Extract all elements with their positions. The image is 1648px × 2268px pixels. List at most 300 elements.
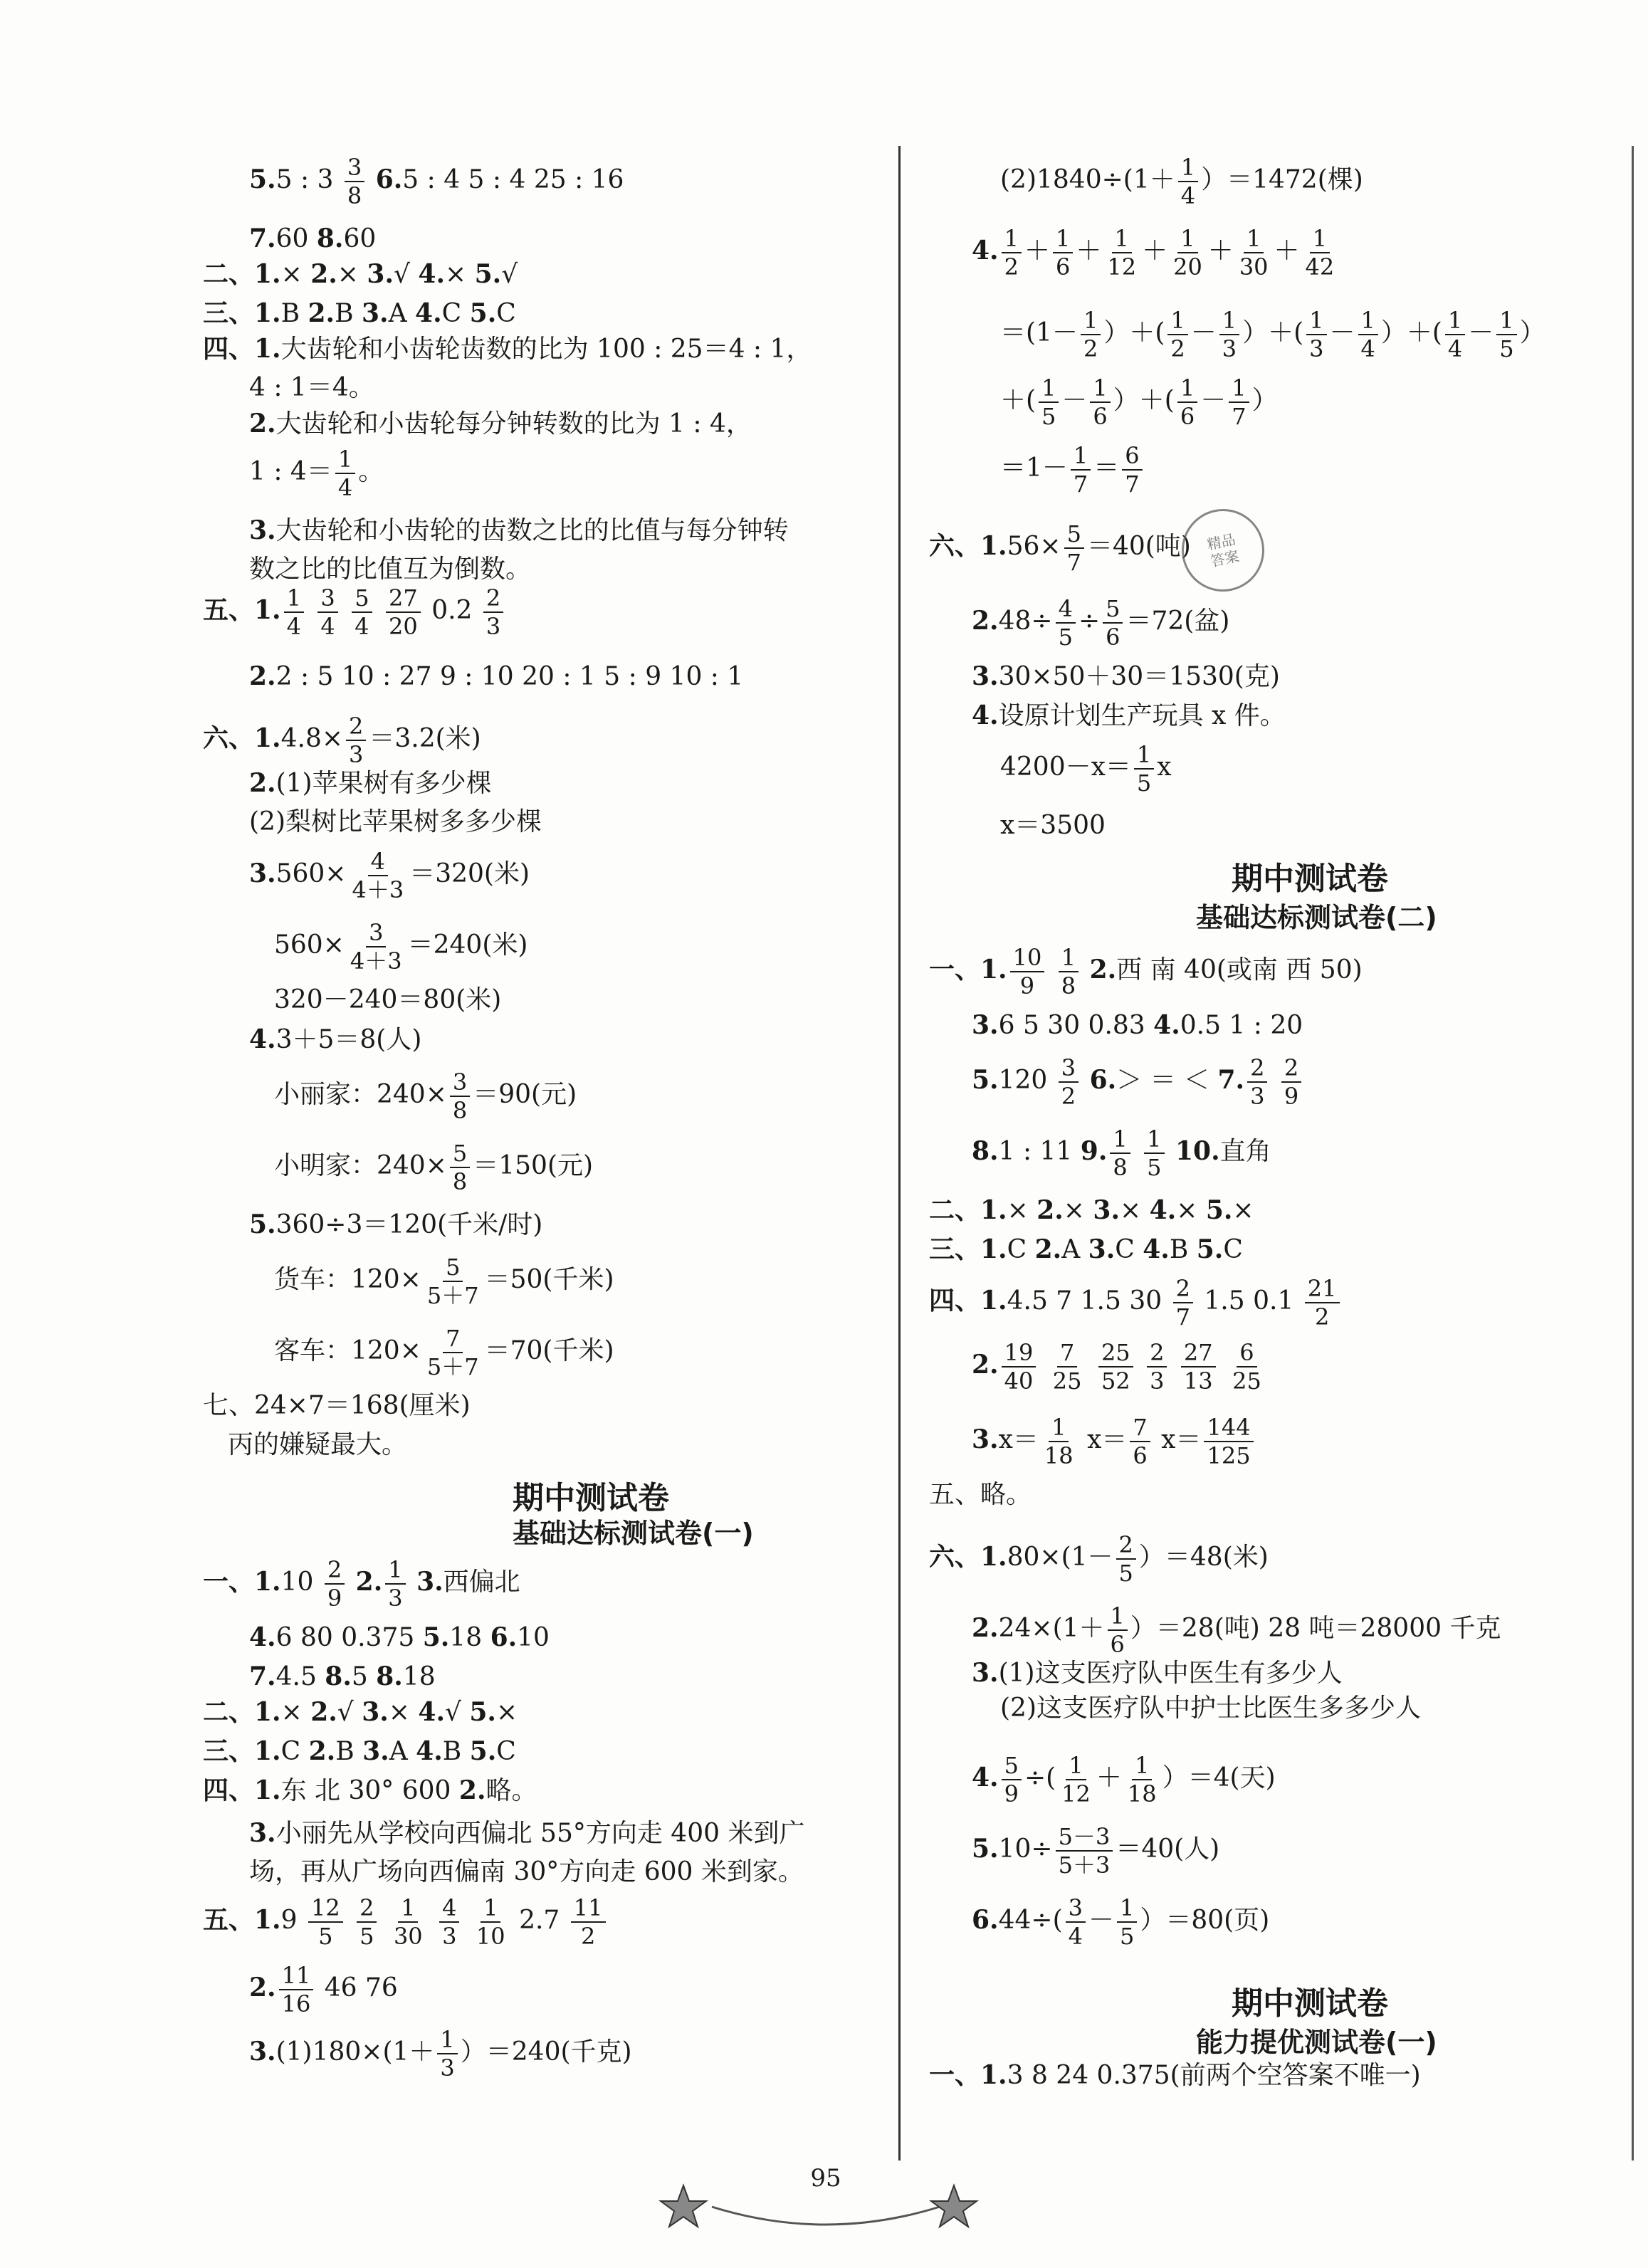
fraction-denominator: 8 <box>1061 972 1076 999</box>
fraction-numerator: 12 <box>308 1896 343 1923</box>
item-number: 5. <box>474 258 502 289</box>
item-number: 4. <box>249 1622 276 1652</box>
item-number: 4. <box>972 1763 999 1792</box>
item-number: 5. <box>469 1736 497 1766</box>
fraction-denominator: 2 <box>1061 1083 1076 1110</box>
item-number: 一、1. <box>929 2059 1007 2090</box>
answer-line <box>972 1339 1267 1395</box>
item-number: 6. <box>1089 1065 1117 1095</box>
answer-text: 560× <box>274 930 345 960</box>
item-number: 8. <box>376 1661 403 1691</box>
item-number: 三、1. <box>203 298 281 328</box>
item-number: 10. <box>1175 1136 1220 1166</box>
answer-line <box>929 1482 1032 1508</box>
fraction <box>1104 227 1139 278</box>
answer-text: 丙的嫌疑最大。 <box>228 1430 408 1459</box>
fraction-denominator: 3 <box>1222 335 1237 362</box>
answer-text: A <box>389 1736 416 1766</box>
answer-line <box>929 1277 1343 1328</box>
answer-text: 60 <box>275 224 317 253</box>
answer-text: 0.2 <box>423 596 481 625</box>
answer-text: ＝(1－ <box>1000 318 1078 347</box>
fraction <box>1059 1056 1078 1108</box>
answer-text: 18 <box>402 1661 436 1691</box>
item-number: 2. <box>972 1350 999 1380</box>
item-number: 4. <box>418 258 445 289</box>
answer-text: 七、24×7＝168(厘米) <box>203 1391 471 1420</box>
item-number: 2. <box>249 661 276 691</box>
answer-line <box>972 1009 1303 1040</box>
answer-text: ）＝80(页) <box>1140 1906 1270 1935</box>
answer-text: ＝40(吨) <box>1086 532 1191 561</box>
item-number: 2. <box>310 1696 337 1727</box>
fraction-denominator: 9 <box>1284 1083 1299 1110</box>
fraction-denominator: 2 <box>1004 253 1019 280</box>
fraction-denominator: 25 <box>1232 1367 1261 1395</box>
item-number: 3. <box>249 515 276 545</box>
item-number: 3. <box>972 661 999 691</box>
answer-text: 东 北 30° 600 <box>280 1775 459 1805</box>
item-number: 9. <box>1080 1136 1108 1166</box>
answer-text: 0.5 1 : 20 <box>1180 1010 1303 1040</box>
fraction-numerator: 5 <box>1002 1754 1022 1780</box>
answer-text: 略。 <box>486 1775 537 1805</box>
answer-text: × <box>495 1697 518 1727</box>
item-number: 3. <box>362 1736 389 1766</box>
item-number: 五、1. <box>203 595 281 625</box>
fraction-denominator: 4 <box>286 613 301 640</box>
answer-line <box>929 520 1191 576</box>
fraction-numerator: 2 <box>1173 1277 1193 1303</box>
item-number: 3. <box>1093 1195 1120 1225</box>
fraction <box>1229 1339 1264 1395</box>
answer-text: 9 <box>280 1906 305 1935</box>
fraction-numerator: 4 <box>1056 597 1076 624</box>
fraction-denominator: 40 <box>1004 1367 1034 1395</box>
answer-text: 60 <box>343 224 377 253</box>
answer-text: × <box>388 1697 419 1727</box>
seal-stamp: 精品 答案 <box>1174 501 1272 599</box>
fraction-denominator: 42 <box>1305 253 1335 280</box>
fraction-numerator: 7 <box>1130 1416 1150 1442</box>
answer-line <box>929 1533 1269 1585</box>
fraction-denominator: 7 <box>1073 471 1088 498</box>
fraction-numerator: 1 <box>1002 227 1022 253</box>
item-number: 2. <box>249 1973 276 2002</box>
answer-text: － <box>1329 318 1355 347</box>
answer-text: (2)梨树比苹果树多多少棵 <box>249 807 542 836</box>
item-number: 3. <box>362 298 389 328</box>
answer-text: 客车：120× <box>274 1336 421 1365</box>
answer-text: √ <box>444 1697 470 1727</box>
fraction-denominator: 3 <box>1250 1083 1265 1110</box>
item-number: 2. <box>1034 1234 1062 1264</box>
answer-text: B <box>280 298 308 328</box>
fraction-denominator: 4 <box>1180 182 1196 209</box>
answer-text: B <box>1169 1234 1197 1264</box>
item-number: 3. <box>1088 1234 1116 1264</box>
fraction <box>1303 227 1338 278</box>
answer-text: 120 <box>998 1066 1056 1095</box>
answer-line <box>972 1657 1343 1688</box>
answer-text: x＝ <box>1153 1425 1202 1454</box>
answer-text: 1 : 4＝ <box>249 457 332 486</box>
answer-text <box>1136 1350 1144 1380</box>
fraction <box>1056 1823 1113 1879</box>
item-number: 2. <box>249 767 276 798</box>
fraction <box>1445 309 1465 360</box>
fraction-denominator: 7 <box>1232 403 1247 430</box>
answer-text: ＋ <box>1142 236 1168 266</box>
fraction <box>1144 1125 1164 1181</box>
fraction-numerator: 7 <box>443 1327 463 1353</box>
star-icon <box>661 2185 706 2227</box>
answer-text: A <box>388 298 416 328</box>
answer-line <box>972 1896 1269 1948</box>
fraction-numerator: 25 <box>1098 1341 1133 1367</box>
answer-text: ＋ <box>1096 1763 1122 1792</box>
item-number: 6. <box>375 164 403 194</box>
fraction-numerator: 1 <box>437 2028 457 2054</box>
fraction <box>1306 309 1326 360</box>
answer-text: 560× <box>275 859 347 888</box>
fraction-numerator: 2 <box>1281 1056 1301 1083</box>
answer-text: － <box>1200 386 1227 415</box>
fraction-denominator: 12 <box>1061 1780 1091 1807</box>
answer-text: × <box>1007 1195 1037 1225</box>
fraction-denominator: 6 <box>1055 253 1071 280</box>
fraction-denominator: 5 <box>1118 1560 1133 1587</box>
answer-text: 5 : 4 5 : 4 25 : 16 <box>402 165 624 194</box>
fraction <box>1098 1339 1133 1395</box>
answer-text: ＞ ＝ ＜ <box>1116 1066 1218 1095</box>
fraction-numerator: 27 <box>386 587 421 613</box>
fraction-denominator: 8 <box>347 182 362 209</box>
fraction-numerator: 1 <box>1177 377 1197 403</box>
answer-text: ÷( <box>1024 1763 1056 1792</box>
section-subtitle: 能力提优测试卷(一) <box>1196 2027 1437 2058</box>
fraction-numerator: 2 <box>1147 1341 1167 1367</box>
answer-text: A <box>1061 1234 1088 1264</box>
answer-text: x <box>1157 752 1172 782</box>
item-number: 二、1. <box>203 258 281 289</box>
section-subtitle: 基础达标测试卷(二) <box>1196 902 1437 933</box>
fraction-denominator: 5 <box>1499 335 1514 362</box>
answer-text: 3 8 24 0.375(前两个空答案不唯一) <box>1007 2060 1421 2090</box>
fraction <box>1116 1533 1136 1585</box>
answer-text: ＋ <box>1076 236 1102 266</box>
fraction <box>1496 309 1516 360</box>
answer-text: 80×(1－ <box>1007 1543 1113 1572</box>
answer-text <box>1270 1066 1278 1095</box>
item-number: 5. <box>469 1696 496 1727</box>
answer-text: (1)苹果树有多少棵 <box>275 768 492 798</box>
answer-text: 18 <box>449 1622 490 1652</box>
fraction-numerator: 3 <box>345 156 364 182</box>
item-number: 2. <box>458 1775 486 1805</box>
fraction <box>1108 1602 1128 1658</box>
fraction-numerator: 1 <box>1496 309 1516 335</box>
fraction-denominator: 10 <box>476 1923 505 1950</box>
answer-line <box>972 227 1340 278</box>
answer-text: 直角 <box>1219 1137 1271 1166</box>
answer-text: ＝320(米) <box>409 859 530 888</box>
answer-text: 24×(1＋ <box>998 1614 1105 1643</box>
item-number: 五、1. <box>203 1905 281 1935</box>
fraction-numerator: 10 <box>1010 946 1045 972</box>
answer-text: 30×50＋30＝1530(克) <box>998 661 1280 691</box>
answer-text: 4200－x＝ <box>1000 752 1131 782</box>
item-number: 2. <box>1089 955 1117 985</box>
item-number: 六、1. <box>929 531 1007 561</box>
fraction-numerator: 4 <box>439 1896 459 1923</box>
fraction <box>1122 442 1142 498</box>
answer-text: (1)这支医疗队中医生有多少人 <box>998 1658 1343 1688</box>
answer-text: × <box>444 259 475 289</box>
answer-text: × <box>280 259 311 289</box>
item-number: 2. <box>308 298 335 328</box>
item-number: 一、1. <box>203 1567 281 1597</box>
fraction-numerator: 1 <box>1229 377 1249 403</box>
answer-text: ）＝1472(棵) <box>1201 165 1363 194</box>
answer-text: － <box>1190 318 1217 347</box>
answer-text: × <box>1232 1195 1254 1225</box>
fraction <box>1173 1277 1193 1328</box>
fraction-numerator: 1 <box>1053 227 1073 253</box>
fraction <box>1010 946 1045 997</box>
fraction-numerator: 5 <box>1064 523 1084 549</box>
answer-text: 4.8× <box>280 724 344 753</box>
fraction-denominator: 4＋3 <box>350 947 402 975</box>
fraction-numerator: 1 <box>1144 1128 1164 1154</box>
answer-text: ＝1－ <box>1000 453 1068 483</box>
answer-text: ）＝240(千克) <box>460 2037 632 2067</box>
answer-text: ）＋( <box>1103 318 1165 347</box>
fraction-denominator: 5＋3 <box>1058 1852 1111 1879</box>
fraction-denominator: 9 <box>1004 1780 1019 1807</box>
fraction-denominator: 4 <box>1360 335 1375 362</box>
fraction-denominator: 4＋3 <box>352 876 404 903</box>
answer-text: x＝ <box>998 1425 1039 1454</box>
answer-text: ）＋( <box>1380 318 1442 347</box>
fraction-denominator: 125 <box>1207 1442 1251 1469</box>
fraction-denominator: 5＋7 <box>426 1282 479 1309</box>
fraction <box>1090 374 1110 430</box>
fraction-numerator: 3 <box>1066 1896 1086 1923</box>
answer-text <box>1087 1350 1095 1380</box>
answer-text: 西偏北 <box>443 1568 520 1597</box>
fraction <box>1071 442 1091 498</box>
item-number: 7. <box>249 1661 276 1691</box>
item-number: 5. <box>249 1209 276 1239</box>
answer-text: ）＝48(米) <box>1138 1543 1269 1572</box>
answer-text: 1 : 11 <box>998 1137 1081 1166</box>
fraction <box>1147 1339 1167 1395</box>
answer-text: C <box>496 1736 516 1766</box>
answer-line <box>1000 813 1106 839</box>
fraction-denominator: 2 <box>580 1923 596 1950</box>
fraction <box>1081 309 1101 360</box>
answer-text: ＋( <box>1000 386 1036 415</box>
item-number: 六、1. <box>203 723 281 753</box>
item-number: 四、1. <box>203 333 281 364</box>
answer-text <box>1047 955 1055 985</box>
fraction-denominator: 3 <box>1309 335 1324 362</box>
fraction <box>1134 741 1154 797</box>
fraction-denominator: 4 <box>1068 1923 1083 1950</box>
fraction <box>1281 1056 1301 1108</box>
fraction-numerator: 5 <box>1103 597 1123 624</box>
answer-text: B <box>335 1736 363 1766</box>
fraction-denominator: 6 <box>1110 1631 1125 1658</box>
item-number: 3. <box>367 258 394 289</box>
fraction-numerator: 3 <box>366 921 386 947</box>
answer-text <box>1081 1066 1089 1095</box>
item-number: 4. <box>416 1736 443 1766</box>
fraction-denominator: 20 <box>389 613 418 640</box>
answer-text: 大齿轮和小齿轮齿数的比为 100 : 25＝4 : 1， <box>280 334 812 364</box>
answer-text: ＝150(元) <box>473 1151 594 1180</box>
answer-line <box>972 1823 1220 1879</box>
item-number: 5. <box>469 298 497 328</box>
answer-line <box>1000 156 1363 207</box>
answer-text: 西 南 40(或南 西 50) <box>1116 955 1363 985</box>
item-number: 5. <box>422 1622 450 1652</box>
fraction <box>1002 227 1022 278</box>
answer-text: × <box>1120 1195 1150 1225</box>
answer-text: 4.5 7 1.5 30 <box>1007 1286 1170 1316</box>
item-number: 4. <box>972 700 999 730</box>
fraction-numerator: 1 <box>1134 743 1154 770</box>
fraction-denominator: 2 <box>1083 335 1098 362</box>
item-number: 2. <box>972 1613 999 1643</box>
page-number: 95 <box>810 2164 841 2193</box>
fraction <box>1247 1056 1267 1108</box>
item-number: 7. <box>1217 1065 1245 1095</box>
fraction-denominator: 5 <box>318 1923 333 1950</box>
fraction-denominator: 12 <box>1107 253 1137 280</box>
fraction-numerator: 1 <box>1112 227 1132 253</box>
fraction <box>1002 1754 1022 1805</box>
answer-line <box>972 1125 1271 1181</box>
fraction-numerator: 144 <box>1204 1416 1253 1442</box>
fraction <box>1305 1277 1340 1328</box>
item-number: 一、1. <box>929 955 1007 985</box>
item-number: 2. <box>1036 1195 1064 1225</box>
answer-text: (1)180×(1＋ <box>275 2037 435 2067</box>
item-number: 4. <box>972 236 999 266</box>
answer-text: ＝72(盆) <box>1125 607 1230 636</box>
answer-text: － <box>1468 318 1494 347</box>
fraction-denominator: 52 <box>1101 1367 1130 1395</box>
fraction-denominator: 5 <box>1120 1923 1135 1950</box>
answer-text: (2)1840÷(1＋ <box>1000 165 1175 194</box>
answer-text: ÷ <box>1078 607 1101 636</box>
fraction-denominator: 9 <box>327 1585 342 1612</box>
answer-text: 小明家：240× <box>274 1151 447 1180</box>
item-number: 四、1. <box>203 1775 281 1805</box>
answer-text: 6 5 30 0.83 <box>998 1010 1154 1040</box>
fraction-numerator: 2 <box>357 1896 377 1923</box>
answer-text: 2 : 5 10 : 27 9 : 10 20 : 1 5 : 9 10 : 1 <box>275 661 744 691</box>
section-title: 期中测试卷 <box>1232 861 1388 897</box>
fraction-numerator: 1 <box>1108 1605 1128 1631</box>
item-number: 3. <box>249 1817 276 1848</box>
answer-text: 10÷ <box>998 1834 1053 1864</box>
fraction-denominator: 16 <box>281 1990 311 2017</box>
answer-text: 。 <box>358 457 384 486</box>
fraction-numerator: 1 <box>1219 309 1239 335</box>
answer-line <box>1000 442 1145 498</box>
fraction <box>1229 374 1249 430</box>
fraction-numerator: 3 <box>317 587 337 613</box>
fraction-denominator: 6 <box>1093 403 1108 430</box>
section-title: 期中测试卷 <box>513 1480 669 1516</box>
fraction-numerator: 1 <box>284 587 304 613</box>
fraction <box>1167 309 1187 360</box>
fraction <box>1204 1416 1253 1467</box>
fraction-numerator: 11 <box>571 1896 606 1923</box>
fraction-numerator: 5 <box>352 587 372 613</box>
fraction-denominator: 3 <box>349 741 364 768</box>
answer-text: C <box>496 298 516 328</box>
fraction <box>1110 1125 1130 1181</box>
answer-text: √ <box>394 259 419 289</box>
answer-text: 设原计划生产玩具 x 件。 <box>998 700 1286 730</box>
fraction-numerator: 1 <box>1177 227 1197 253</box>
item-number: 二、1. <box>929 1195 1007 1225</box>
answer-text: x＝ <box>1078 1425 1128 1454</box>
fraction-denominator: 7 <box>1066 549 1081 576</box>
fraction-denominator: 5＋7 <box>426 1353 479 1380</box>
item-number: 5. <box>972 1065 999 1095</box>
fraction-numerator: 1 <box>481 1896 500 1923</box>
item-number: 5. <box>972 1834 999 1864</box>
item-number: 5. <box>1205 1195 1233 1225</box>
answer-text <box>1133 1137 1141 1166</box>
column-divider <box>898 146 901 2161</box>
fraction-numerator: 1 <box>1071 444 1091 471</box>
fraction-denominator: 13 <box>1183 1367 1213 1395</box>
answer-line <box>1000 1696 1421 1721</box>
item-number: 5. <box>249 164 276 194</box>
answer-text: 46 76 <box>316 1973 398 2002</box>
answer-text: √ <box>337 1697 362 1727</box>
answer-text: √ <box>501 259 518 289</box>
fraction-numerator: 1 <box>1059 946 1078 972</box>
answer-text: ＋ <box>1024 236 1050 266</box>
answer-text: × <box>1176 1195 1206 1225</box>
answer-text: － <box>1061 386 1088 415</box>
item-number: 3. <box>416 1567 444 1597</box>
fraction <box>1066 1896 1086 1948</box>
fraction-denominator: 20 <box>1173 253 1202 280</box>
fraction-denominator: 5 <box>359 1923 374 1950</box>
answer-text: 10 <box>517 1622 550 1652</box>
fraction-denominator: 6 <box>1133 1442 1148 1469</box>
answer-text: ＋ <box>1274 236 1300 266</box>
fraction-numerator: 1 <box>1081 309 1101 335</box>
item-number: 3. <box>972 1657 999 1688</box>
answer-text: 44÷( <box>998 1906 1063 1935</box>
answer-text: C <box>1115 1234 1143 1264</box>
answer-text: ＋ <box>1207 236 1234 266</box>
fraction <box>1039 374 1059 430</box>
fraction-denominator: 30 <box>393 1923 423 1950</box>
fraction-denominator: 3 <box>1150 1367 1165 1395</box>
fraction <box>1002 1339 1036 1395</box>
answer-line <box>972 1754 1276 1805</box>
